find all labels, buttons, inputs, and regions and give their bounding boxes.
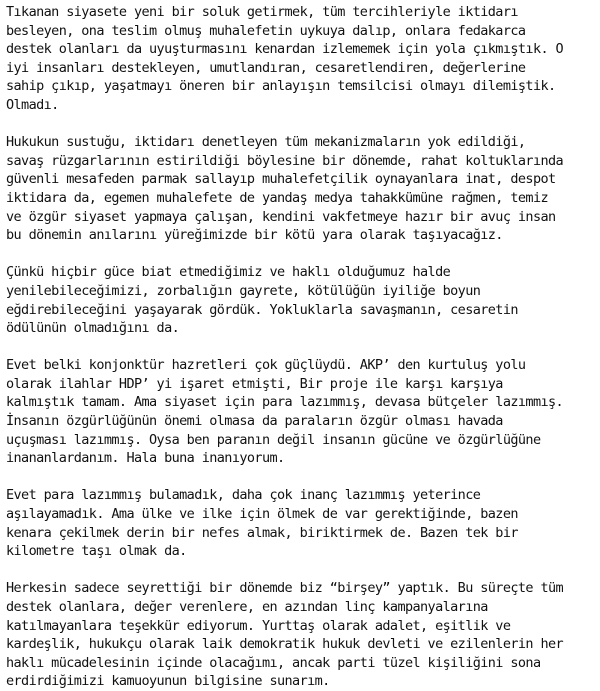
paragraph: Herkesin sadece seyrettiği bir dönemde biz “birşey” yaptık. Bu süreçte tüm destek olanlara, değer verenlere, en azından linç kampanyalarına katılmayanlara teşekkür ediyorum. Yurttaş olarak adalet, eşitlik ve kardeşlik, hukukçu olarak laik demokratik hukuk devleti ve ezilenlerin her haklı mücadelesinin içinde olacağımı, ancak parti tüzel kişiliğini sona erdirdiğimizi kamuoyunun bilgisine sunarım. <box>6 580 564 690</box>
paragraph: Tıkanan siyasete yeni bir soluk getirmek, tüm tercihleriyle iktidarı besleyen, ona teslim olmuş muhalefetin uykuya dalıp, onlara fedakarca destek olanları da uyuşturmasını kenardan izlememek için yola çıkmıştık. O iyi insanları destekleyen, umutlandıran, cesaretlendiren, değerlerine sahip çıkıp, yaşatmayı öneren bir anlayışın temsilcisi olmayı dilemiştik. Olmadı. <box>6 4 564 113</box>
paragraph: Çünkü hiçbir güce biat etmediğimiz ve haklı olduğumuz halde yenilebileceğimizi, zorbalığın gayrete, kötülüğün iyiliğe boyun eğdirebileceğini yaşayarak gördük. Yokluklarla savaşmanın, cesaretin ödülünün olmadığını da. <box>6 264 518 337</box>
paragraph: Hukukun sustuğu, iktidarı denetleyen tüm mekanizmaların yok edildiği, savaş rüzgarlarının estirildiği böylesine bir dönemde, rahat koltuklarında güvenli mesafeden parmak sallayıp muhalefetçilik oynayanlara inat, despot iktidara da, egemen muhalefete de yandaş medya tahakkümüne rağmen, temiz ve özgür siyaset yapmaya çalışan, kendini vakfetmeye hazır bir avuç insan bu dönemin anılarını yüreğimizde bir kötü yara olarak taşıyacağız. <box>6 134 564 244</box>
paragraph: Evet para lazımmış bulamadık, daha çok inanç lazımmış yeterince aşılayamadık. Ama ülke ve ilke için ölmek de var gerektiğinde, bazen kenara çekilmek derin bir nefes almak, biriktirmek de. Bazen tek bir kilometre taşı olmak da. <box>6 487 518 560</box>
paragraph: Evet belki konjonktür hazretleri çok güçlüydü. AKP’ den kurtuluş yolu olarak ilahlar HDP’ yi işaret etmişti, Bir proje ile karşı karşıya kalmıştık tamam. Ama siyaset için para lazımmış, devasa bütçeler lazımmış. İnsanın özgürlüğünün önemi olmasa da paraların özgür olması havada uçuşması lazımmış. Oysa ben paranın değil insanın gücüne ve özgürlüğüne inananlardanım. Hala buna inanıyorum. <box>6 357 564 467</box>
